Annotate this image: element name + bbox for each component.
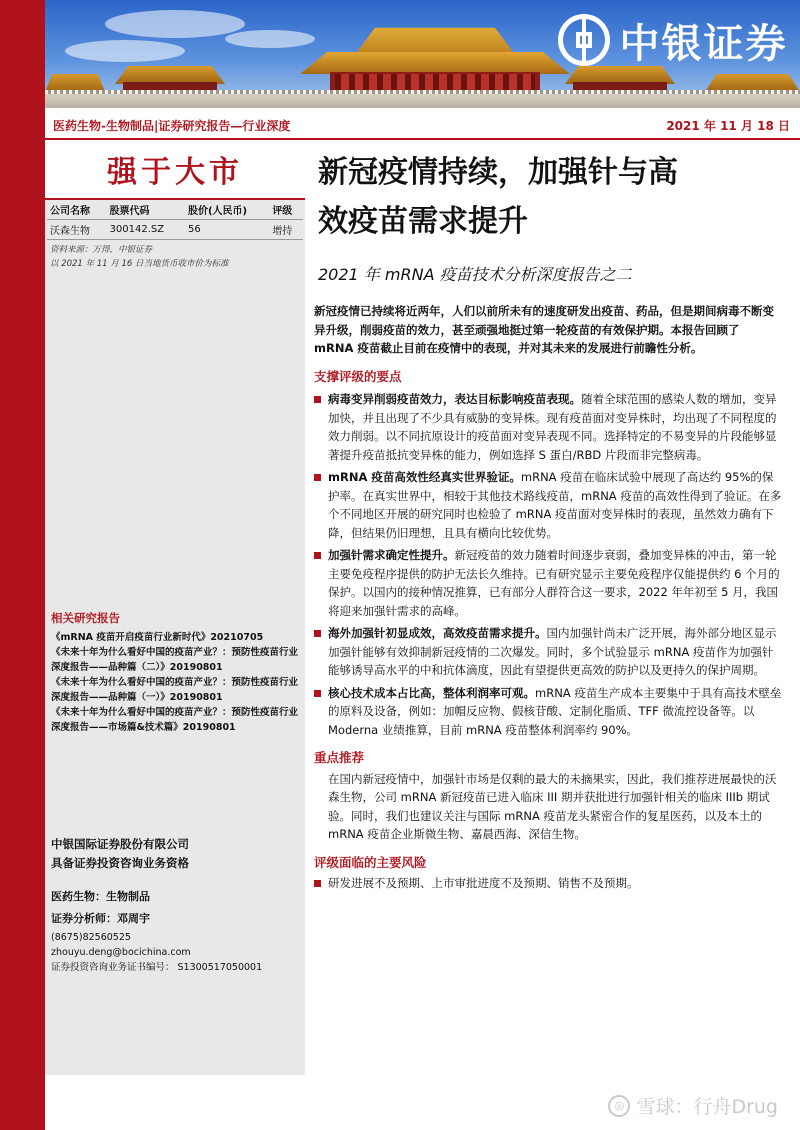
related-report-link[interactable]: 《mRNA 疫苗开启疫苗行业新时代》20210705 <box>51 632 264 643</box>
risk-item <box>314 874 782 893</box>
table-header: 股票代码 <box>107 200 185 220</box>
bullet-square-icon <box>314 690 321 697</box>
left-sidebar <box>45 140 305 1075</box>
brand-logo <box>545 0 800 80</box>
point-title: 海外加强针初显成效，高效疫苗需求提升。 <box>328 626 547 640</box>
risk-heading: 评级面临的主要风险 <box>314 854 427 870</box>
title-line: 新冠疫情持续，加强针与高 <box>318 155 678 190</box>
license-number: 证券投资咨询业务证书编号： S1300517050001 <box>51 962 263 973</box>
company-qualification: 具备证券投资咨询业务资格 <box>51 856 189 870</box>
analyst-phone: (8675)82560525 <box>51 932 131 943</box>
company-info <box>51 835 189 873</box>
table-cell: 沃森生物 <box>47 220 107 240</box>
title-line: 效疫苗需求提升 <box>318 204 528 239</box>
related-reports-list <box>51 630 299 735</box>
report-header-bar <box>45 112 800 140</box>
point-text: mRNA 疫苗在临床试验中展现了高达约 95%的保护率。在真实世界中，相较于其他技术路线疫苗，mRNA 疫苗的高效性得到了验证。在多个不同地区开展的研究同时也检验了 mRNA 疫苗面对变异株时的表现，虽然效力确有下降，但结果仍旧理想，且具有横向比较优势。 <box>328 470 782 540</box>
key-point <box>314 624 782 680</box>
table-cell: 增持 <box>269 220 303 240</box>
report-category: 医药生物-生物制品|证券研究报告—行业深度 <box>53 118 291 133</box>
table-cell: 300142.SZ <box>107 220 185 240</box>
related-report-link[interactable]: 《未来十年为什么看好中国的疫苗产业？：预防性疫苗行业深度报告——市场篇&技术篇》20190801 <box>51 707 299 733</box>
left-red-strip <box>0 0 45 1130</box>
recommendation-heading: 重点推荐 <box>314 750 365 765</box>
recommendation-text: 在国内新冠疫情中，加强针市场是仅剩的最大的未摘果实，因此，我们推荐进展最快的沃森生物，公司 mRNA 新冠疫苗已进入临床 III 期并获批进行加强针相关的临床 IIIb 期试验。同时，我们也建议关注与国际 mRNA 疫苗龙头紧密合作的复星医药，以及本土的 mRNA 疫苗企业斯微生物、嘉晨西海、深信生物。 <box>328 771 777 841</box>
table-row <box>47 220 303 240</box>
analyst-name: 证券分析师：邓周宇 <box>51 912 150 925</box>
watermark-text: 雪球：行舟Drug <box>636 1096 778 1118</box>
point-text: 国内加强针尚未广泛开展，海外部分地区显示加强针能够有效抑制新冠疫情的二次爆发。同时，多个试验显示 mRNA 疫苗作为加强针能够诱导高水平的中和抗体滴度，因此有望提供更高效的防护以及更持久的保护周期。 <box>328 626 777 677</box>
key-point <box>314 468 782 542</box>
bullet-square-icon <box>314 396 321 403</box>
report-body <box>314 302 782 893</box>
boc-logo-icon <box>558 14 610 66</box>
report-title <box>318 148 768 246</box>
bullet-square-icon <box>314 630 321 637</box>
report-subtitle: 2021 年 mRNA 疫苗技术分析深度报告之二 <box>318 265 632 284</box>
intro-paragraph: 新冠疫情已持续将近两年，人们以前所未有的速度研发出疫苗、药品，但是期间病毒不断变异升级，削弱疫苗的效力，甚至顽强地挺过第一轮疫苗的有效保护期。本报告回顾了 mRNA 疫苗截止目前在疫情中的表现，并对其未来的发展进行前瞻性分析。 <box>314 304 774 355</box>
sector-label: 医药生物：生物制品 <box>51 890 150 903</box>
points-heading: 支撑评级的要点 <box>314 368 402 384</box>
bullet-square-icon <box>314 474 321 481</box>
bullet-square-icon <box>314 880 321 887</box>
point-text: 随着全球范围的感染人数的增加，变异加快，并且出现了不少具有威胁的变异株。现有疫苗面对变异株时，均出现了不同程度的效力削弱。以不同抗原设计的疫苗面对变异表现不同。选择特定的不易变异的片段能够显著提升疫苗抵抗变异株的能力，例如选择 S 蛋白/RBD 片段而非完整病毒。 <box>328 392 777 462</box>
point-title: 加强针需求确定性提升。 <box>328 548 455 562</box>
point-title: 核心技术成本占比高，整体利润率可观。 <box>328 685 535 700</box>
key-point <box>314 546 782 620</box>
report-date: 2021 年 11 月 18 日 <box>666 118 790 133</box>
key-point <box>314 684 782 740</box>
xueqiu-logo-icon: ◎ <box>608 1095 630 1117</box>
stock-table <box>47 200 303 240</box>
table-header: 股价(人民币) <box>185 200 269 220</box>
watermark <box>608 1092 778 1119</box>
related-reports-title: 相关研究报告 <box>51 611 120 625</box>
bullet-square-icon <box>314 552 321 559</box>
key-point <box>314 390 782 464</box>
analyst-contact <box>51 930 262 975</box>
point-text: mRNA 疫苗生产成本主要集中于具有高技术壁垒的原料及设备，例如：加帽反应物、假核苷酸、定制化脂质、TFF 微流控设备等。以 Moderna 业绩推算，目前 mRNA 疫苗整体利润率约 90%。 <box>328 685 782 737</box>
related-report-link[interactable]: 《未来十年为什么看好中国的疫苗产业？：预防性疫苗行业深度报告——品种篇（一）》20190801 <box>51 677 299 703</box>
table-cell: 56 <box>185 220 269 240</box>
risk-text: 研发进展不及预期、上市审批进度不及预期、销售不及预期。 <box>328 876 639 890</box>
point-title: mRNA 疫苗高效性经真实世界验证。 <box>328 470 521 484</box>
related-report-link[interactable]: 《未来十年为什么看好中国的疫苗产业？：预防性疫苗行业深度报告——品种篇（二）》20190801 <box>51 647 299 673</box>
rating-slogan: 强于大市 <box>45 140 305 200</box>
point-title: 病毒变异削弱疫苗效力，表达目标影响疫苗表现。 <box>328 392 581 406</box>
header-banner-image <box>45 0 800 108</box>
price-note: 以 2021 年 11 月 16 日当地货币收市价为标准 <box>50 259 229 269</box>
table-header: 评级 <box>269 200 303 220</box>
company-name: 中银国际证券股份有限公司 <box>51 837 189 851</box>
analyst-email[interactable]: zhouyu.deng@bocichina.com <box>51 947 191 958</box>
table-header: 公司名称 <box>47 200 107 220</box>
brand-name: 中银证券 <box>619 19 788 67</box>
point-text: 新冠疫苗的效力随着时间逐步衰弱，叠加变异株的冲击，第一轮主要免疫程序提供的防护无法长久维持。已有研究显示主要免疫程序仅能提供约 6 个月的保护。以国内的接种情况推算，已有部分人群符合这一要求，2022 年年初至 5 月，我国将迎来加强针需求的高峰。 <box>328 548 780 618</box>
source-note: 资料来源：万得，中银证券 <box>50 245 153 255</box>
